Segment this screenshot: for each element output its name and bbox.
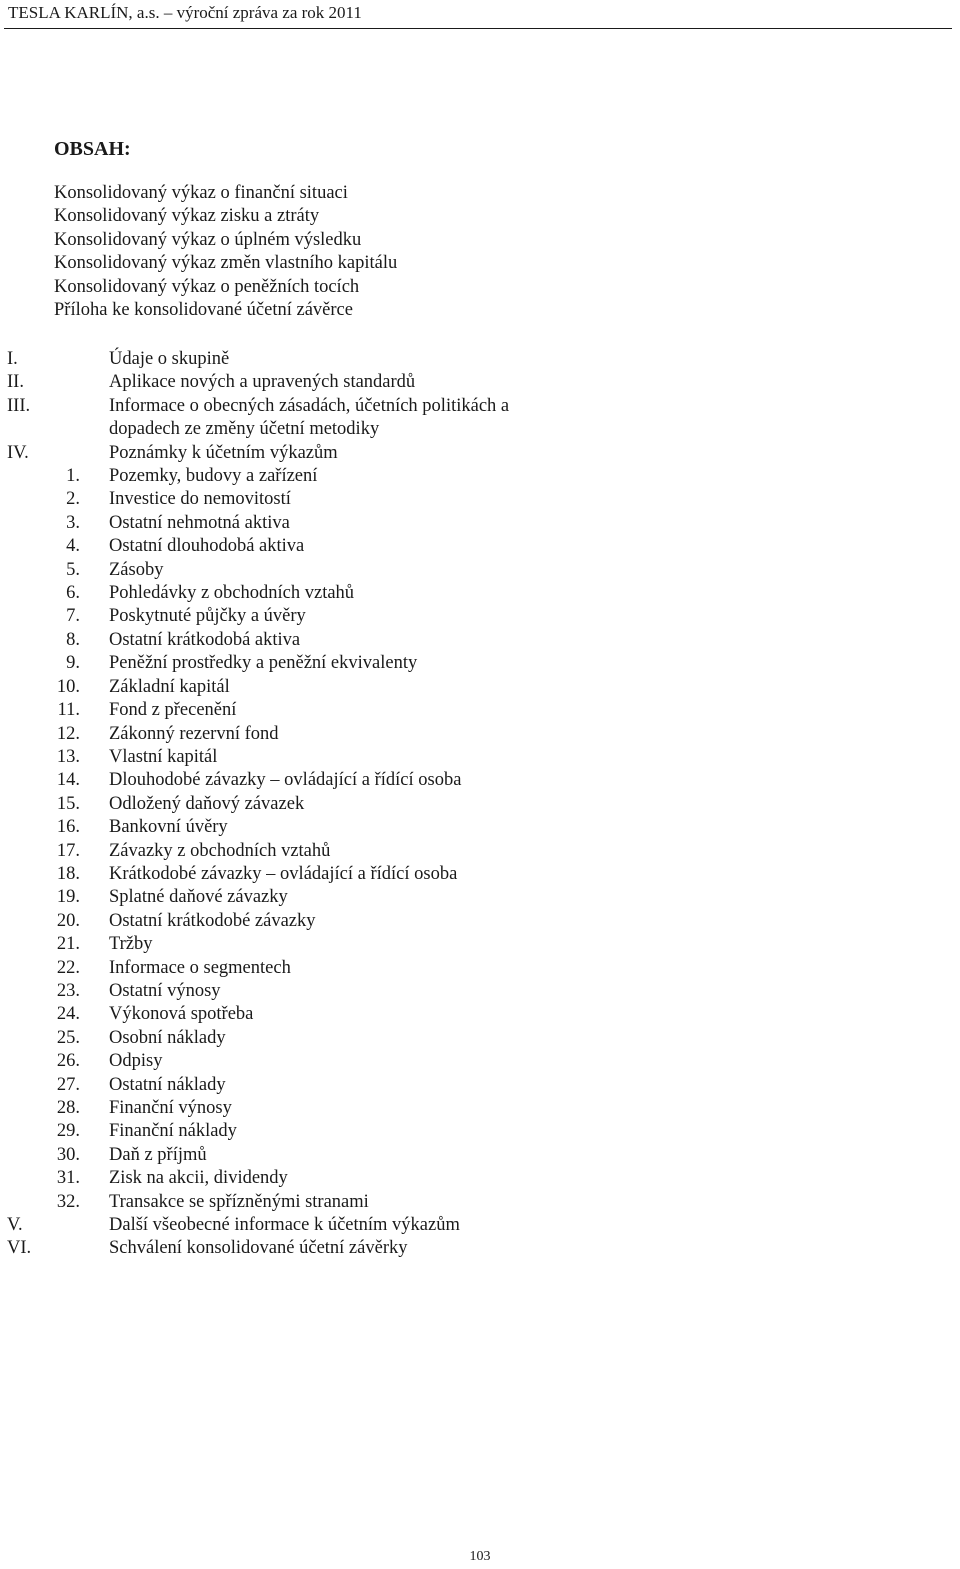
toc-entry <box>0 746 960 769</box>
toc-note-number: 18. <box>56 863 80 884</box>
toc-entry-title: Údaje o skupině <box>109 349 230 369</box>
toc-entry-title: Ostatní nehmotná aktiva <box>109 512 290 533</box>
toc-entry-title: Pohledávky z obchodních vztahů <box>109 583 355 604</box>
toc-note-number: 10. <box>56 676 80 697</box>
toc-entry <box>0 1214 960 1237</box>
toc-entry-title: Finanční náklady <box>109 1121 237 1142</box>
toc-entry <box>0 395 960 442</box>
toc-note-number: 1. <box>66 466 80 487</box>
toc-note-number: 27. <box>56 1074 80 1095</box>
toc-entry <box>0 1237 960 1260</box>
toc-entry-title: Výkonová spotřeba <box>109 1004 254 1025</box>
toc-note-number: 29. <box>56 1121 80 1142</box>
toc-entry-title: Tržby <box>109 934 153 955</box>
toc-entry-title: Fond z přecenění <box>109 700 237 721</box>
contents-heading: OBSAH: <box>54 138 131 160</box>
toc-roman-numeral: III. <box>7 395 31 416</box>
toc-entry <box>0 676 960 699</box>
toc-entry-title: Daň z příjmů <box>109 1144 207 1165</box>
header-divider <box>4 28 952 29</box>
toc-entry-title: Pozemky, budovy a zařízení <box>109 466 318 487</box>
toc-note-number: 31. <box>56 1168 80 1189</box>
toc-entry-title: Peněžní prostředky a peněžní ekvivalenty <box>109 653 418 674</box>
toc-note-number: 24. <box>56 1004 80 1025</box>
toc-entry <box>0 512 960 535</box>
toc-entry-title: Ostatní dlouhodobá aktiva <box>109 536 305 557</box>
toc-note-number: 32. <box>56 1191 80 1212</box>
toc-roman-numeral: IV. <box>7 442 29 463</box>
toc-entry <box>0 348 960 371</box>
toc-entry-title: Transakce se spřízněnými stranami <box>109 1191 369 1212</box>
toc-entry-title: Osobní náklady <box>109 1027 226 1048</box>
toc-entry-title: Investice do nemovitostí <box>109 489 291 510</box>
statement-item: Konsolidovaný výkaz o finanční situaci <box>54 183 348 203</box>
toc-entry-title: Aplikace nových a upravených standardů <box>109 372 416 393</box>
toc-note-number: 3. <box>66 512 80 533</box>
toc-entry <box>0 957 960 980</box>
toc-entry <box>0 1191 960 1214</box>
toc-entry <box>0 723 960 746</box>
statements-list <box>54 182 397 322</box>
toc-note-number: 28. <box>56 1098 80 1118</box>
toc-entry-title: Informace o obecných zásadách, účetních politikách a dopadech ze změny účetní metodiky <box>109 395 510 440</box>
statement-item: Příloha ke konsolidované účetní závěrce <box>54 300 353 321</box>
toc-entry-title: Bankovní úvěry <box>109 817 228 838</box>
toc-entry-title: Schválení konsolidované účetní závěrky <box>109 1238 408 1259</box>
toc-entry <box>0 816 960 839</box>
toc-entry <box>0 1027 960 1050</box>
toc-entry <box>0 559 960 582</box>
toc-entry-title: Dlouhodobé závazky – ovládající a řídící osoba <box>109 770 462 791</box>
toc-entry <box>0 629 960 652</box>
toc-note-number: 20. <box>56 910 80 931</box>
toc-roman-numeral: I. <box>7 349 18 369</box>
toc-entry <box>0 442 960 465</box>
toc-entry <box>0 652 960 675</box>
toc-entry <box>0 699 960 722</box>
toc-roman-numeral: VI. <box>7 1238 32 1259</box>
toc-note-number: 23. <box>56 980 80 1001</box>
toc-note-number: 15. <box>56 793 80 814</box>
toc-note-number: 8. <box>66 629 80 650</box>
toc-entry-title: Odložený daňový závazek <box>109 793 305 814</box>
toc-note-number: 11. <box>57 700 80 721</box>
toc-note-number: 17. <box>56 840 80 861</box>
toc-entry <box>0 535 960 558</box>
statement-item: Konsolidovaný výkaz zisku a ztráty <box>54 206 320 227</box>
toc-note-number: 9. <box>66 653 80 674</box>
toc-entry-title: Základní kapitál <box>109 676 230 697</box>
toc-entry-title: Závazky z obchodních vztahů <box>109 840 331 861</box>
toc-entry-title: Zisk na akcii, dividendy <box>109 1168 288 1189</box>
toc-entry <box>0 1120 960 1143</box>
toc-entry-title: Ostatní výnosy <box>109 980 221 1001</box>
toc-entry-title: Poskytnuté půjčky a úvěry <box>109 606 306 627</box>
toc-entry <box>0 769 960 792</box>
toc-note-number: 4. <box>66 536 80 557</box>
statement-item: Konsolidovaný výkaz o úplném výsledku <box>54 229 362 250</box>
toc-note-number: 2. <box>66 489 80 510</box>
toc-entry-title: Ostatní náklady <box>109 1074 226 1095</box>
toc-note-number: 16. <box>56 817 80 838</box>
statement-item: Konsolidovaný výkaz změn vlastního kapitálu <box>54 253 398 274</box>
toc-note-number: 30. <box>56 1144 80 1165</box>
toc-entry <box>0 582 960 605</box>
toc-note-number: 13. <box>56 746 80 767</box>
toc-entry-title: Finanční výnosy <box>109 1098 232 1118</box>
toc-entry-title: Další všeobecné informace k účetním výkazům <box>109 1215 460 1236</box>
page-number: 103 <box>469 1549 491 1564</box>
toc-note-number: 19. <box>56 887 80 908</box>
toc-entry <box>0 1003 960 1026</box>
toc-entry <box>0 488 960 511</box>
toc-note-number: 25. <box>56 1027 80 1048</box>
toc-roman-numeral: II. <box>7 372 24 393</box>
toc-entry-title: Zákonný rezervní fond <box>109 723 279 744</box>
statement-item: Konsolidovaný výkaz o peněžních tocích <box>54 276 360 297</box>
toc-entry <box>0 840 960 863</box>
toc-entry <box>0 980 960 1003</box>
toc-entry-title: Ostatní krátkodobé závazky <box>109 910 316 931</box>
toc-entry <box>0 886 960 909</box>
toc-entry <box>0 465 960 488</box>
toc-entry-title: Zásoby <box>109 559 164 580</box>
toc-entry <box>0 1097 960 1120</box>
toc-entry <box>0 910 960 933</box>
toc-entry-title: Odpisy <box>109 1051 163 1072</box>
toc-note-number: 22. <box>56 957 80 978</box>
table-of-contents <box>0 348 960 1261</box>
toc-entry-title: Vlastní kapitál <box>109 746 218 767</box>
toc-entry-title: Ostatní krátkodobá aktiva <box>109 629 301 650</box>
toc-note-number: 5. <box>66 559 80 580</box>
report-header: TESLA KARLÍN, a.s. – výroční zpráva za rok 2011 <box>8 3 362 22</box>
toc-entry <box>0 371 960 394</box>
toc-entry <box>0 1050 960 1073</box>
toc-entry-title: Informace o segmentech <box>109 957 291 978</box>
toc-entry <box>0 933 960 956</box>
toc-note-number: 14. <box>56 770 80 791</box>
toc-entry <box>0 793 960 816</box>
toc-entry-title: Splatné daňové závazky <box>109 887 288 908</box>
toc-note-number: 26. <box>56 1051 80 1072</box>
toc-entry <box>0 605 960 628</box>
toc-entry-title: Poznámky k účetním výkazům <box>109 442 338 463</box>
toc-entry <box>0 1074 960 1097</box>
toc-entry <box>0 1167 960 1190</box>
toc-note-number: 21. <box>56 934 80 955</box>
toc-entry-title: Krátkodobé závazky – ovládající a řídící osoba <box>109 863 458 884</box>
toc-note-number: 6. <box>66 583 80 604</box>
toc-entry <box>0 863 960 886</box>
toc-roman-numeral: V. <box>7 1215 23 1236</box>
toc-entry <box>0 1144 960 1167</box>
toc-note-number: 7. <box>66 606 80 627</box>
toc-note-number: 12. <box>56 723 80 744</box>
